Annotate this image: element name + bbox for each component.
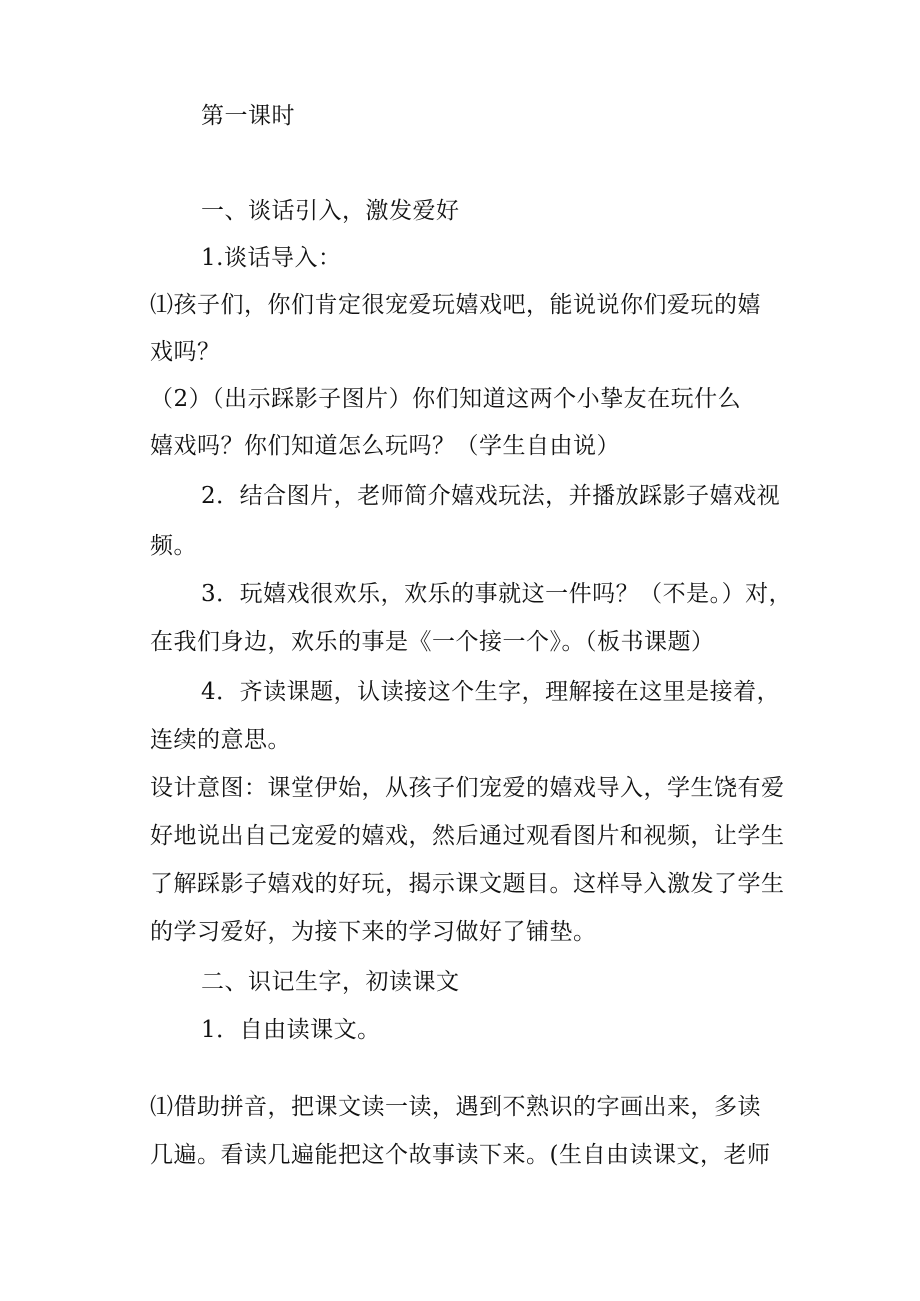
design-intent-line-2: 好地说出自己宠爱的嬉戏，然后通过观看图片和视频，让学生 (150, 823, 785, 849)
question-2-line-2: 嬉戏吗？你们知道怎么玩吗？（学生自由说） (150, 433, 620, 459)
section-2-heading: 二、识记生字，初读课文 (201, 969, 460, 995)
section-2-item-1-title: 1．自由读课文。 (201, 1017, 381, 1043)
question-1-line-1: ⑴孩子们，你们肯定很宠爱玩嬉戏吧，能说说你们爱玩的嬉 (150, 292, 761, 318)
question-1-line-2: 戏吗？ (150, 339, 221, 365)
item-4-line-1: 4．齐读课题，认读接这个生字，理解接在这里是接着， (201, 679, 781, 705)
design-intent-line-4: 的学习爱好，为接下来的学习做好了铺垫。 (150, 919, 597, 945)
item-2-line-2: 频。 (150, 533, 197, 559)
design-intent-line-1: 设计意图：课堂伊始，从孩子们宠爱的嬉戏导入，学生饶有爱 (150, 775, 785, 801)
item-3-line-2: 在我们身边，欢乐的事是《一个接一个》。（板书课题） (150, 629, 715, 655)
lesson-title: 第一课时 (201, 103, 295, 129)
design-intent-line-3: 了解踩影子嬉戏的好玩，揭示课文题目。这样导入激发了学生 (150, 871, 785, 897)
sub-item-1-line-1: ⑴借助拼音，把课文读一读，遇到不熟识的字画出来，多读 (150, 1094, 761, 1120)
section-1-heading: 一、谈话引入，激发爱好 (201, 198, 460, 224)
section-1-item-1-title: 1.谈话导入： (201, 245, 342, 271)
item-4-line-2: 连续的意思。 (150, 727, 291, 753)
sub-item-1-line-2: 几遍。看读几遍能把这个故事读下来。(生自由读课文，老师 (150, 1142, 771, 1168)
item-2-line-1: 2．结合图片，老师简介嬉戏玩法，并播放踩影子嬉戏视 (201, 483, 781, 509)
item-3-line-1: 3．玩嬉戏很欢乐，欢乐的事就这一件吗？（不是。）对， (201, 581, 793, 607)
question-2-line-1: （2）（出示踩影子图片）你们知道这两个小挚友在玩什么 (150, 386, 742, 412)
